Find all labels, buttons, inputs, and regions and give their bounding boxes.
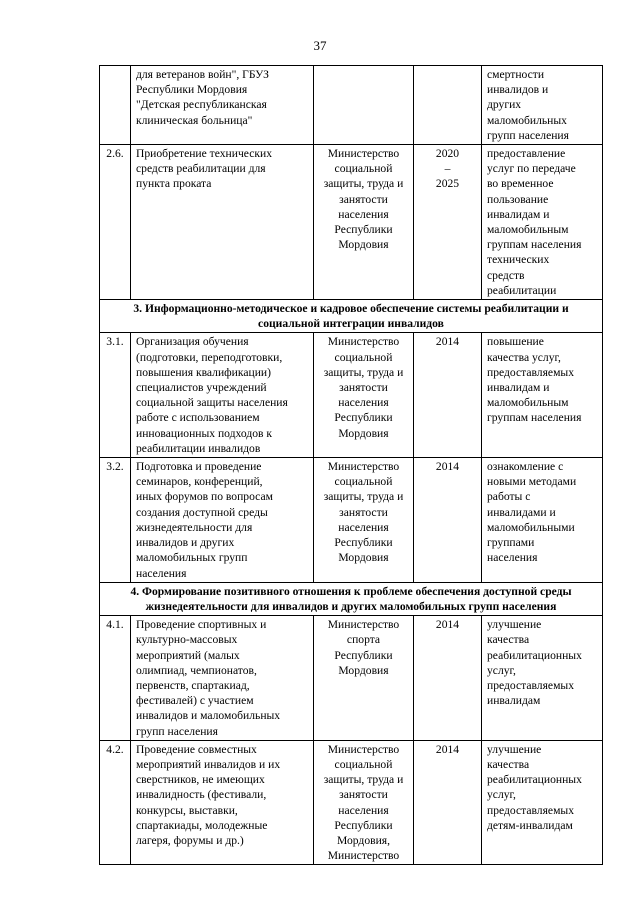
- deadline-cell: [414, 145, 482, 300]
- expected-result-line: услуг,: [487, 663, 516, 677]
- deadline-cell: [414, 66, 482, 145]
- executor-cell: [314, 333, 414, 458]
- deadline-cell: [414, 616, 482, 741]
- activity-description-line: реабилитации инвалидов: [136, 441, 261, 455]
- activity-description-line: сверстников, не имеющих: [136, 773, 265, 787]
- activity-description-line: повышения квалификации): [136, 365, 271, 379]
- item-number-cell: 3.1.: [100, 333, 131, 458]
- expected-result-line: предоставление: [487, 147, 566, 161]
- activity-description-line: "Детская республиканская: [136, 98, 267, 112]
- executor-line: социальной: [334, 162, 393, 176]
- table-body: [100, 66, 603, 865]
- activity-description-line: социальной защиты населения: [136, 396, 288, 410]
- expected-result-line: качества услуг,: [487, 350, 561, 364]
- section-heading-line: 3. Информационно-методическое и кадровое обеспечение системы реабилитации и: [133, 302, 569, 316]
- executor-line: Министерство: [327, 849, 400, 863]
- expected-result-line: качества: [487, 633, 530, 647]
- activity-description-line: лагеря, форумы и др.): [136, 833, 244, 847]
- executor-line: социальной: [334, 757, 393, 771]
- expected-result-line: технических: [487, 253, 550, 267]
- expected-result-cell: [482, 66, 603, 145]
- expected-result-line: средств: [487, 268, 525, 282]
- expected-result-line: маломобильным: [487, 396, 569, 410]
- activity-description-line: Проведение совместных: [136, 742, 257, 756]
- activity-description-line: культурно-массовых: [136, 633, 238, 647]
- expected-result-cell: [482, 458, 603, 583]
- expected-result-line: предоставляемых: [487, 678, 574, 692]
- expected-result-line: ознакомление с: [487, 460, 564, 474]
- expected-result-line: реабилитационных: [487, 648, 582, 662]
- item-number-cell: 4.2.: [100, 740, 131, 865]
- expected-result-line: услуг,: [487, 788, 516, 802]
- activity-description-line: мероприятий (малых: [136, 648, 240, 662]
- executor-line: Министерство: [327, 460, 400, 474]
- executor-line: Министерство: [327, 618, 400, 632]
- activity-description-cell: [131, 66, 314, 145]
- executor-line: защиты, труда и: [323, 490, 404, 504]
- activity-description-line: Проведение спортивных и: [136, 618, 267, 632]
- expected-result-line: группам населения: [487, 238, 582, 252]
- executor-cell: [314, 616, 414, 741]
- expected-result-line: повышение: [487, 335, 544, 349]
- expected-result-cell: [482, 145, 603, 300]
- executor-line: занятости: [339, 192, 388, 206]
- activity-description-line: Республики Мордовия: [136, 83, 248, 97]
- activity-description-line: жизнедеятельности для: [136, 520, 253, 534]
- activity-description-line: специалистов учреждений: [136, 381, 267, 395]
- executor-line: Мордовия: [338, 238, 389, 252]
- section-heading-row: [100, 300, 603, 333]
- section-heading-row: [100, 582, 603, 615]
- expected-result-line: инвалидам: [487, 694, 541, 708]
- executor-line: защиты, труда и: [323, 177, 404, 191]
- section-heading-line: жизнедеятельности для инвалидов и других маломобильных групп населения: [145, 599, 557, 613]
- deadline-cell: [414, 333, 482, 458]
- activity-description-line: пункта проката: [136, 177, 212, 191]
- deadline-line: 2020: [435, 147, 460, 161]
- activity-description-cell: [131, 740, 314, 865]
- table-row: [100, 66, 603, 145]
- expected-result-line: группам населения: [487, 411, 582, 425]
- activity-description-line: маломобильных групп: [136, 551, 248, 565]
- activity-description-line: инвалидов и других: [136, 536, 235, 550]
- executor-line: Республики: [334, 818, 393, 832]
- section-heading: [100, 582, 603, 615]
- executor-line: Мордовия: [338, 663, 389, 677]
- measures-table: [99, 65, 603, 865]
- activity-description-cell: [131, 333, 314, 458]
- executor-line: социальной: [334, 475, 393, 489]
- executor-line: защиты, труда и: [323, 773, 404, 787]
- expected-result-line: работы с: [487, 490, 531, 504]
- executor-line: занятости: [339, 381, 388, 395]
- executor-line: населения: [338, 803, 389, 817]
- activity-description-cell: [131, 458, 314, 583]
- activity-description-line: создания доступной среды: [136, 505, 268, 519]
- expected-result-line: во временное: [487, 177, 554, 191]
- deadline-line: –: [444, 162, 451, 176]
- executor-line: Министерство: [327, 742, 400, 756]
- deadline-cell: [414, 458, 482, 583]
- activity-description-line: населения: [136, 566, 187, 580]
- executor-cell: [314, 740, 414, 865]
- expected-result-line: инвалидам и: [487, 381, 550, 395]
- expected-result-cell: [482, 333, 603, 458]
- expected-result-line: предоставляемых: [487, 803, 574, 817]
- expected-result-line: смертности: [487, 68, 545, 81]
- activity-description-line: Организация обучения: [136, 335, 249, 349]
- section-heading: [100, 300, 603, 333]
- deadline-line: 2014: [435, 618, 460, 632]
- expected-result-line: детям-инвалидам: [487, 818, 573, 832]
- expected-result-line: реабилитационных: [487, 773, 582, 787]
- executor-line: Мордовия,: [336, 833, 391, 847]
- expected-result-line: маломобильными: [487, 520, 575, 534]
- executor-line: спорта: [346, 633, 381, 647]
- expected-result-line: групп населения: [487, 128, 569, 142]
- executor-line: Министерство: [327, 147, 400, 161]
- activity-description-line: для ветеранов войн", ГБУЗ: [136, 68, 269, 81]
- activity-description-line: инвалидность (фестивали,: [136, 788, 267, 802]
- executor-line: Республики: [334, 536, 393, 550]
- item-number-cell: [100, 66, 131, 145]
- expected-result-cell: [482, 616, 603, 741]
- activity-description-line: иных форумов по вопросам: [136, 490, 273, 504]
- activity-description-line: клиническая больница": [136, 113, 253, 127]
- item-number-cell: 3.2.: [100, 458, 131, 583]
- activity-description-line: Подготовка и проведение: [136, 460, 262, 474]
- executor-line: Мордовия: [338, 426, 389, 440]
- activity-description-line: первенств, спартакиад,: [136, 678, 250, 692]
- deadline-line: 2014: [435, 742, 460, 756]
- table-row: [100, 616, 603, 741]
- activity-description-line: семинаров, конференций,: [136, 475, 263, 489]
- expected-result-line: инвалидов и: [487, 83, 549, 97]
- activity-description-line: конкурсы, выставки,: [136, 803, 238, 817]
- table-row: [100, 145, 603, 300]
- deadline-line: 2014: [435, 460, 460, 474]
- section-heading-line: 4. Формирование позитивного отношения к проблеме обеспечения доступной среды: [130, 584, 572, 598]
- section-heading-line: социальной интеграции инвалидов: [258, 317, 444, 331]
- activity-description-line: инновационных подходов к: [136, 426, 273, 440]
- activity-description-cell: [131, 145, 314, 300]
- expected-result-line: пользование: [487, 192, 549, 206]
- table-row: [100, 458, 603, 583]
- executor-line: Мордовия: [338, 551, 389, 565]
- activity-description-line: мероприятий инвалидов и их: [136, 757, 281, 771]
- executor-line: занятости: [339, 788, 388, 802]
- activity-description-line: инвалидов и маломобильных: [136, 709, 281, 723]
- expected-result-line: новыми методами: [487, 475, 577, 489]
- executor-line: социальной: [334, 350, 393, 364]
- expected-result-line: маломобильных: [487, 113, 567, 127]
- executor-line: населения: [338, 207, 389, 221]
- page-number: 37: [313, 38, 327, 53]
- expected-result-line: инвалидам и: [487, 207, 550, 221]
- executor-cell: [314, 145, 414, 300]
- expected-result-line: группами: [487, 536, 535, 550]
- deadline-line: 2014: [435, 335, 460, 349]
- expected-result-line: предоставляемых: [487, 365, 574, 379]
- expected-result-line: других: [487, 98, 522, 112]
- item-number-cell: 4.1.: [100, 616, 131, 741]
- table-row: [100, 333, 603, 458]
- deadline-line: 2025: [435, 177, 460, 191]
- expected-result-line: качества: [487, 757, 530, 771]
- expected-result-cell: [482, 740, 603, 865]
- executor-line: защиты, труда и: [323, 365, 404, 379]
- item-number-cell: 2.6.: [100, 145, 131, 300]
- executor-line: населения: [338, 396, 389, 410]
- executor-cell: [314, 66, 414, 145]
- executor-cell: [314, 458, 414, 583]
- table-row: [100, 740, 603, 865]
- expected-result-line: населения: [487, 551, 538, 565]
- executor-line: населения: [338, 520, 389, 534]
- activity-description-line: олимпиад, чемпионатов,: [136, 663, 257, 677]
- activity-description-cell: [131, 616, 314, 741]
- executor-line: Республики: [334, 648, 393, 662]
- activity-description-line: Приобретение технических: [136, 147, 272, 161]
- expected-result-line: услуг по передаче: [487, 162, 576, 176]
- activity-description-line: фестивалей) с участием: [136, 694, 254, 708]
- expected-result-line: улучшение: [487, 618, 542, 632]
- activity-description-line: средств реабилитации для: [136, 162, 266, 176]
- expected-result-line: маломобильным: [487, 223, 569, 237]
- executor-line: занятости: [339, 505, 388, 519]
- executor-line: Министерство: [327, 335, 400, 349]
- expected-result-line: реабилитации: [487, 283, 557, 297]
- activity-description-line: групп населения: [136, 724, 218, 738]
- activity-description-line: (подготовки, переподготовки,: [136, 350, 283, 364]
- activity-description-line: работе с использованием: [136, 411, 260, 425]
- expected-result-line: улучшение: [487, 742, 542, 756]
- deadline-cell: [414, 740, 482, 865]
- activity-description-line: спартакиады, молодежные: [136, 818, 268, 832]
- executor-line: Республики: [334, 223, 393, 237]
- expected-result-line: инвалидами и: [487, 505, 556, 519]
- executor-line: Республики: [334, 411, 393, 425]
